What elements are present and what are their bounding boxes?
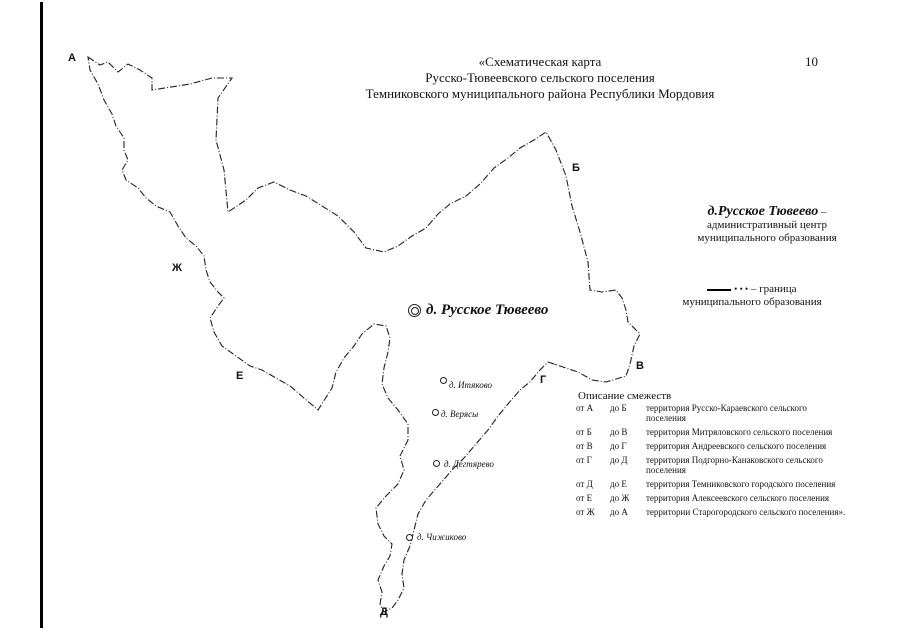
village-label: д. Чижиково bbox=[417, 532, 467, 542]
village-marker bbox=[432, 409, 439, 416]
legend-boundary-dots-icon: • • • bbox=[734, 284, 749, 294]
point-label-d: Д bbox=[380, 606, 388, 618]
legend-border-desc-2: муниципального образования bbox=[682, 296, 822, 309]
adjacency-row bbox=[576, 403, 846, 427]
village-label: д. Итяково bbox=[449, 380, 493, 390]
adjacency-text: территория Андреевского сельского поселения bbox=[646, 441, 827, 451]
admin-center-marker bbox=[408, 304, 421, 317]
admin-center-label: д. Русское Тювеево bbox=[426, 302, 549, 318]
legend-admin-center bbox=[662, 205, 872, 245]
legend-boundary-line-icon bbox=[707, 289, 731, 291]
page-number: 10 bbox=[805, 54, 818, 69]
adjacency-to: до Б bbox=[610, 403, 627, 413]
adjacency-to: до Д bbox=[610, 455, 628, 465]
adjacency-row bbox=[576, 507, 846, 521]
adjacency-from: от Г bbox=[576, 455, 592, 465]
map-title-line-1: «Схематическая карта bbox=[478, 54, 602, 69]
point-label-a: А bbox=[68, 52, 76, 64]
point-label-v: В bbox=[636, 360, 644, 372]
map-title-line-3: Темниковского муниципального района Республики Мордовия bbox=[365, 86, 715, 101]
adjacency-text: территория Темниковского городского поселения bbox=[646, 479, 836, 489]
point-label-e: Е bbox=[236, 370, 244, 382]
adjacency-from: от Е bbox=[576, 493, 593, 503]
adjacency-from: от В bbox=[576, 441, 593, 451]
village-marker bbox=[440, 377, 447, 384]
adjacency-row bbox=[576, 441, 846, 455]
adjacency-from: от А bbox=[576, 403, 594, 413]
adjacency-from: от Ж bbox=[576, 507, 595, 517]
village-marker bbox=[433, 460, 440, 467]
adjacency-from: от Д bbox=[576, 479, 593, 489]
village-marker bbox=[406, 534, 413, 541]
legend-border-desc-1: – граница bbox=[750, 283, 797, 296]
adjacency-to: до А bbox=[610, 507, 628, 517]
adjacency-row bbox=[576, 479, 846, 493]
adjacency-row bbox=[576, 455, 846, 479]
adjacency-text: территория Алексеевского сельского поселения bbox=[646, 493, 830, 503]
legend-boundary bbox=[652, 283, 852, 309]
legend-center-dash: – bbox=[821, 206, 827, 218]
adjacency-to: до Е bbox=[610, 479, 627, 489]
adjacency-from: от Б bbox=[576, 427, 592, 437]
adjacency-row bbox=[576, 427, 846, 441]
internal-road bbox=[548, 362, 560, 366]
adjacency-row bbox=[576, 493, 846, 507]
legend-center-desc-2: муниципального образования bbox=[697, 232, 837, 244]
point-label-zh: Ж bbox=[172, 262, 182, 274]
legend-center-desc-1: административный центр bbox=[707, 219, 827, 231]
point-label-g: Г bbox=[540, 374, 547, 386]
adjacency-text: территория Русско-Караевского сельского поселения bbox=[646, 403, 807, 423]
village-label: д. Веряcы bbox=[441, 409, 479, 419]
adjacency-to: до Г bbox=[610, 441, 627, 451]
adjacency-to: до В bbox=[610, 427, 628, 437]
adjacency-to: до Ж bbox=[610, 493, 630, 503]
point-label-b: Б bbox=[572, 162, 580, 174]
adjacency-title: Описание смежеств bbox=[578, 390, 672, 402]
legend-center-name: д.Русское Тювеево bbox=[707, 204, 819, 219]
village-label: д. Дегтярево bbox=[444, 459, 494, 469]
adjacency-table bbox=[576, 403, 846, 521]
map-title-line-2: Русско-Тювеевского сельского поселения bbox=[425, 70, 655, 85]
adjacency-text: территория Митряловского сельского поселения bbox=[646, 427, 833, 437]
adjacency-text: территория Подгорно-Канаковского сельского поселения bbox=[646, 455, 823, 475]
adjacency-text: территории Старогородского сельского поселения». bbox=[646, 507, 846, 517]
settlement-boundary bbox=[88, 57, 640, 612]
